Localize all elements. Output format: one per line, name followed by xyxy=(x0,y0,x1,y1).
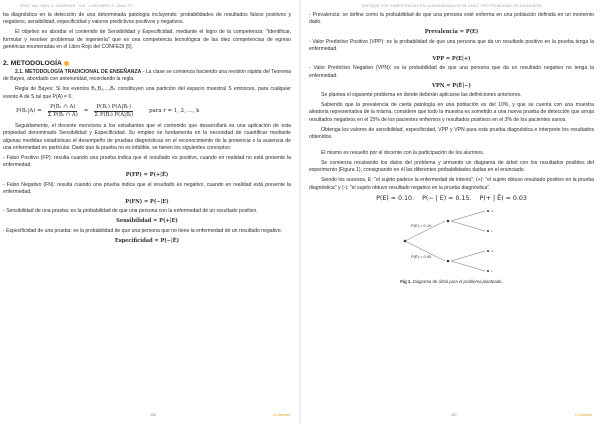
right-footer-brand xyxy=(575,412,592,419)
section-title: METODOLOGÍA xyxy=(10,59,62,67)
prob-fn: P(− | E) = 0.15. xyxy=(422,195,472,203)
tree-diagram xyxy=(367,205,537,277)
equation-fn: P(FN) = P(−|E) xyxy=(125,199,169,206)
left-paragraph-1: ba diagnóstica en la detección de una determinada patología incluyendo: probabilidades de resultados falsos positivos y negativos, sensibilidad, especificidad y valores predictivos positivos y negativos. xyxy=(3,12,291,26)
right-page-number: 257 xyxy=(451,412,457,417)
section-heading xyxy=(3,60,291,67)
tree-leaf-label-3: + xyxy=(490,248,493,254)
tree-leaf-3 xyxy=(487,250,489,252)
figure-caption xyxy=(309,278,594,285)
left-running-head: PROF. NAL GREL D. GUARDIAN · ING. J.UNCOMPRI C. ANALITO xyxy=(20,4,133,8)
caption-text: Diagrama de árbol para el problema planteado. xyxy=(411,278,503,284)
formula-fraction-1 xyxy=(46,104,80,120)
tree-edge-e-pos xyxy=(451,211,485,221)
formula-denominator-1: Σ P(Bᵢ ∩ A) xyxy=(47,112,78,119)
subsection-text: - La clase se comienza haciendo una revisión rápida del Teorema de Bayes, abordado con anterioridad, recordando la regla. xyxy=(3,68,291,83)
left-paragraph-8: - Sensibilidad de una prueba: es la probabilidad de que una persona con la enfermedad dé un resultado positivo. xyxy=(3,208,258,215)
tree-node-e xyxy=(446,219,449,222)
equation-vpp: VPP = P(E|+) xyxy=(432,56,471,63)
formula-fraction-2 xyxy=(92,104,135,120)
given-probabilities xyxy=(309,195,594,202)
equation-sensitivity: Sensibilidad = P(+|E) xyxy=(116,218,178,225)
section-marker-icon xyxy=(64,61,69,66)
tree-leaf-label-1: + xyxy=(490,208,493,214)
caption-label: Fig 1. xyxy=(400,278,412,284)
left-page-number: 256 xyxy=(150,412,156,417)
tree-leaf-label-2: − xyxy=(490,228,493,234)
tree-edge-e-neg xyxy=(451,221,485,231)
formula-denominator-2: Σ P(Bᵢ) P(A|Bᵢ) xyxy=(94,112,134,119)
left-paragraph-4: Regla de Bayes: Si los eventos B₁,B₂,...,Bₖ constituyen una partición del espacio muestral S entonces, para cualquier evento A de S tal que P(A) ≠ 0, xyxy=(3,86,291,100)
right-paragraph-7: El mismo es resuelto por el docente con la participación de los alumnos. xyxy=(321,150,485,157)
tree-edge-ne-neg xyxy=(451,261,485,271)
left-paragraph-3 xyxy=(3,69,291,84)
tree-branch-e-label: P(E) = 0.10 xyxy=(410,222,431,228)
prob-fp: P(+ | Ē) = 0.03 xyxy=(479,195,527,203)
equation-specificity: Especificidad = P(−|Ē) xyxy=(114,237,180,244)
subsection-title: 2.1. METODOLOGÍA TRADICIONAL DE ENSEÑANZA xyxy=(15,68,142,75)
tree-node-ne xyxy=(446,259,449,262)
bayes-formula xyxy=(16,104,291,120)
formula-numerator-2: P(Bᵣ) P(A|Bᵣ) xyxy=(94,104,133,112)
right-paragraph-4: Se plantea el siguiente problema en donde deberán aplicarse las definiciones anteriores. xyxy=(321,92,522,99)
formula-condition: para r = 1, 2, ..., k xyxy=(149,108,200,115)
right-paragraph-8: Se comienza recabando los datos del problema y armando un diagrama de árbol con los resultados posibles del experimento (Figura 1), consignando en él las diferentes probabilidades dadas en el enunciado. xyxy=(309,160,594,174)
equation-fp: P(FP) = P(+|Ē) xyxy=(125,172,169,179)
left-paragraph-7: - Falso Negativo (FN): resulta cuando una prueba indica que el resultado es negativo, cuando en realidad está presente la enfermedad. xyxy=(3,181,291,196)
equation-prevalence: Prevalencia = P(E) xyxy=(424,29,479,36)
left-paragraph-6: - Falso Positivo (FP): resulta cuando una prueba indica que el resultado es positivo, cuando en realidad no está presente la enfermedad. xyxy=(3,155,291,169)
tree-leaf-4 xyxy=(487,270,489,272)
left-paragraph-5: Seguidamente, el docente menciona a los estudiantes que el contenido que desarrollará es una aplicación de esta propiedad denominado Sensibilidad y Especificidad. Su empleo se fundamenta en la necesidad de cuantificar mediante algunas medidas estadísticas el desempeño de pruebas diagnósticas en el reconocimiento de la presencia o la ausencia de una enfermedad en particular. Dado que la prueba no es infalible, se tienen los siguientes conceptos: xyxy=(3,122,291,152)
right-paragraph-6: Obtenga los valores de sensibilidad, especificidad, VPP y VPN para esta prueba diagnóstica e interprete los resultados obtenidos. xyxy=(309,126,594,141)
tree-leaf-2 xyxy=(487,230,489,232)
footer-brand-text-right: e-Ciencias xyxy=(575,412,592,417)
tree-leaf-1 xyxy=(487,210,489,212)
right-paragraph-5: Sabiendo que la prevalencia de cierta patología en una población es del 10%, y que se cuenta con una muestra aleatoria representativa de la misma, considere que todo la muestra es sometido a una nueva prueba de detección que arroja resultados negativos en el 15% de los pacientes enfermos y resultados positivos en el 3% de los pacientes sanos. xyxy=(309,102,594,123)
right-running-head: ENFOQUE POR COMPETENCIAS EN LA ENSEÑANZA DE UN CASO: TIPO PROBLEMAS EN INGENIERÍA xyxy=(362,4,542,8)
left-paragraph-2: El objetivo es abordar el contenido de Sensibilidad y Especificidad, mediante el logro de la competencia: "Identificar, formular y resolver problemas de ingeniería" que es una competencia tecnológica de las diez competencias de egreso genéricas enumeradas en el Libro Rojo del CONFEDI [5]. xyxy=(3,29,291,51)
right-paragraph-9: Siendo los sucesos, E: "el sujeto padece la enfermedad de interés"; (+): "el sujeto obtuvo resultado positivo en la prueba diagnóstica" y (-): "el sujeto obtuvo resultado negativo en la prueba diagnóstica". xyxy=(309,177,594,191)
formula-equals: = xyxy=(83,108,89,115)
tree-leaf-label-4: − xyxy=(490,268,493,274)
tree-branch-ne-label: P(Ē) = 0.90 xyxy=(410,253,431,259)
section-number: 2. xyxy=(3,59,9,67)
right-paragraph-2: - Valor Predictivo Positivo (VPP): es la probabilidad de que una persona que da un resultado positivo en la prueba tenga la enfermedad. xyxy=(309,38,594,53)
formula-numerator-1: P(Bᵣ ∩ A) xyxy=(48,104,78,112)
footer-brand-text: e-Ciencias xyxy=(273,412,290,417)
equation-vpn: VPN = P(Ē|−) xyxy=(432,82,471,89)
right-paragraph-1: - Prevalencia: se define como la probabilidad de que una persona esté enferma en una población definida en un momento dado. xyxy=(309,12,594,26)
right-paragraph-3: - Valor Predictivo Negativo (VPN): es la probabilidad de que una persona que da un resultado negativo no tenga la enfermedad. xyxy=(309,65,594,79)
formula-lhs: P(Bᵣ|A) = xyxy=(16,108,42,115)
tree-root-node xyxy=(403,239,406,242)
tree-edge-ne-pos xyxy=(451,251,485,261)
left-paragraph-9: - Especificidad de una prueba: es la probabilidad de que una persona que no tiene la enfermedad dé un resultado negativo. xyxy=(3,227,282,234)
prob-pe: P(E) = 0.10. xyxy=(376,195,415,203)
left-footer-brand xyxy=(273,412,290,419)
right-page xyxy=(300,0,600,424)
